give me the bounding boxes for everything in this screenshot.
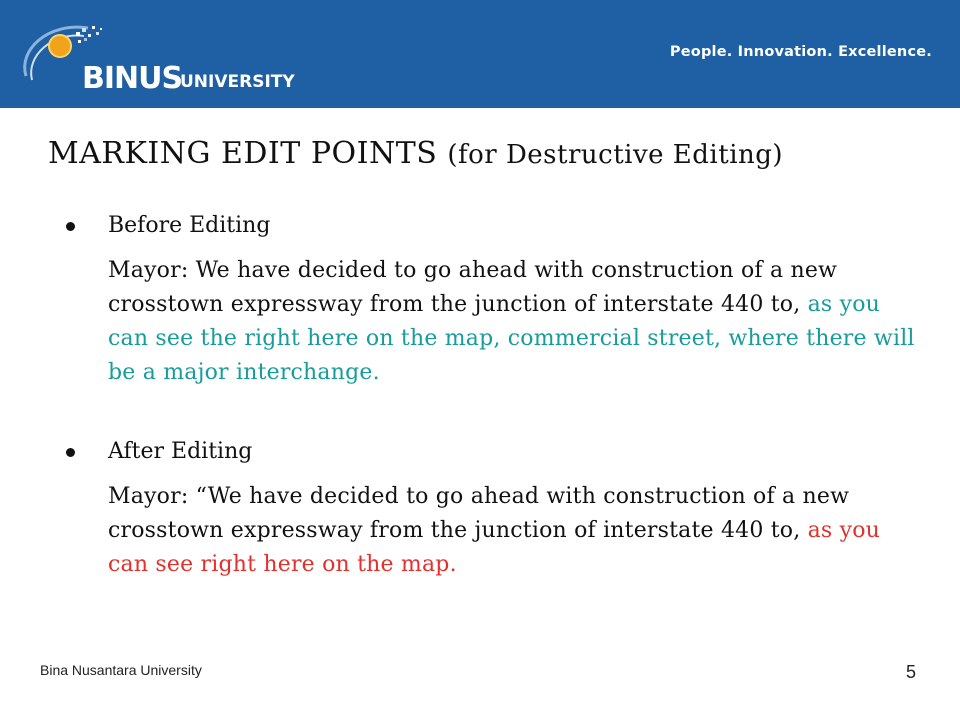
bullet-dot-icon [66, 448, 75, 457]
bullet-heading: Before Editing [108, 213, 271, 238]
paragraph-highlight-text: as you can see the right here on the map, commercial street, where there will be a major interchange. [108, 292, 915, 385]
title-main: MARKING EDIT POINTS [48, 136, 438, 171]
tagline: People. Innovation. Excellence. [669, 44, 932, 60]
paragraph-plain-text: Mayor: We have decided to go ahead with construction of a new crosstown expressway from the junction of interstate 440 to, [108, 258, 838, 317]
bullet-dot-icon [66, 222, 75, 231]
section-spacer [64, 390, 924, 434]
bullet-heading: After Editing [108, 439, 253, 464]
footer-organization: Bina Nusantara University [40, 662, 202, 678]
binus-logo [18, 10, 298, 100]
slide-content [64, 208, 924, 582]
logo-binus-text: BINUS [82, 61, 183, 96]
after-editing-paragraph [108, 480, 924, 582]
title-sub: (for Destructive Editing) [447, 140, 784, 170]
bullet-before-editing [64, 208, 924, 244]
slide-title [48, 136, 928, 171]
before-editing-paragraph [108, 254, 924, 390]
logo-university-text: UNIVERSITY [180, 72, 295, 92]
paragraph-highlight-text: as you can see right here on the map. [108, 518, 881, 577]
paragraph-plain-text: Mayor: “We have decided to go ahead with construction of a new crosstown expressway from the junction of interstate 440 to, [108, 484, 850, 543]
header-band [0, 0, 960, 108]
bullet-after-editing [64, 434, 924, 470]
page-number: 5 [905, 662, 916, 682]
